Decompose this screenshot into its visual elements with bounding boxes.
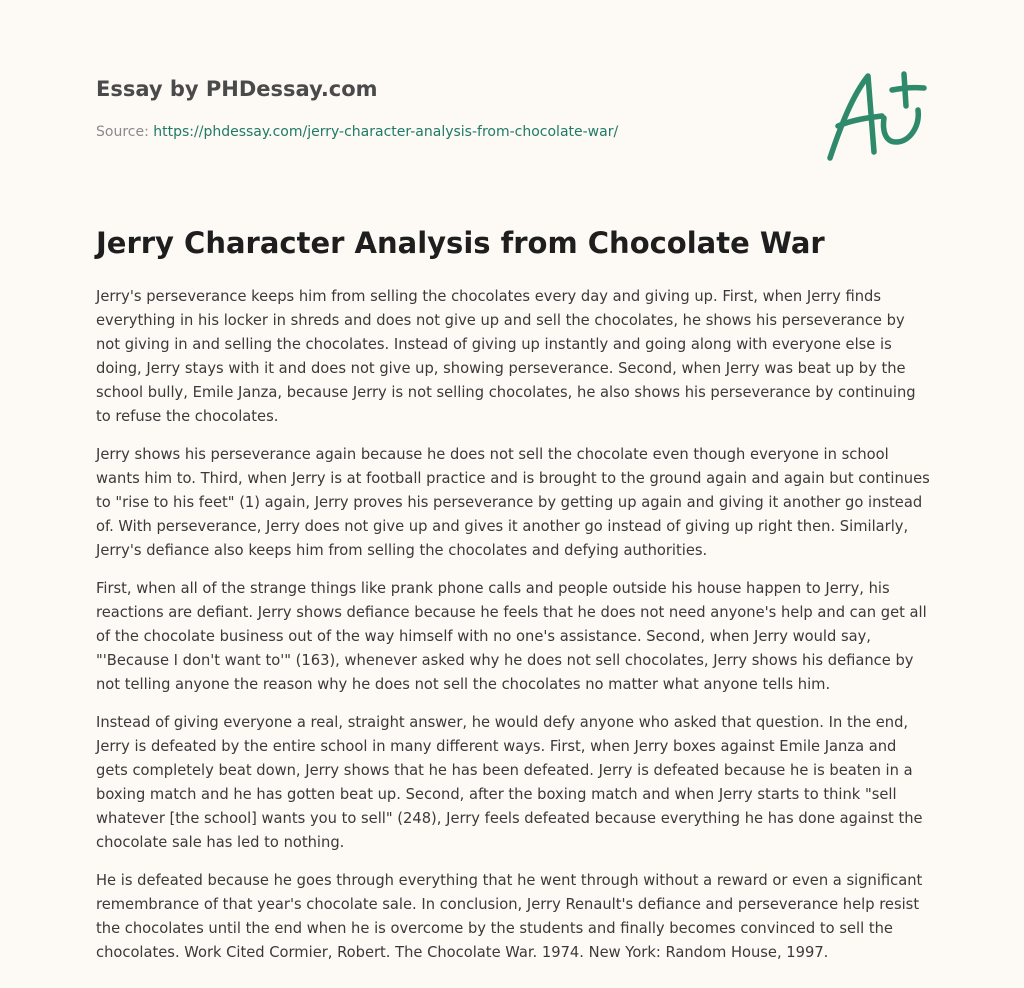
essay-paragraph: Jerry shows his perseverance again because he does not sell the chocolate even though everyone in school wants him to. Third, when Jerry is at football practice and is brought to the ground again and again but continues to "rise to his feet" (1) again, Jerry proves his perseverance by getting up again and giving it another go instead of. With perseverance, Jerry does not give up and gives it another go instead of giving up right then. Similarly, Jerry's defiance also keeps him from selling the chocolates and defying authorities. bbox=[96, 446, 930, 559]
essay-paragraph: Instead of giving everyone a real, straight answer, he would defy anyone who asked that question. In the end, Jerry is defeated by the entire school in many different ways. First, when Jerry boxes against Emile Janza and gets completely beat down, Jerry shows that he has been defeated. Jerry is defeated because he is beaten in a boxing match and he has gotten beat up. Second, after the boxing match and when Jerry starts to think "sell whatever [the school] wants you to sell" (248), Jerry feels defeated because everything he has done against the chocolate sale has led to nothing. bbox=[96, 714, 923, 851]
essay-title: Jerry Character Analysis from Chocolate War bbox=[96, 226, 825, 260]
essay-paragraph: He is defeated because he goes through everything that he went through without a reward or even a significant remembrance of that year's chocolate sale. In conclusion, Jerry Renault's defiance and perseverance help resist the chocolates until the end when he is overcome by the students and finally becomes convinced to sell the chocolates. Work Cited Cormier, Robert. The Chocolate War. 1974. New York: Random House, 1997. bbox=[96, 872, 923, 961]
essay-paragraph: Jerry's perseverance keeps him from selling the chocolates every day and giving up. First, when Jerry finds everything in his locker in shreds and does not give up and sell the chocolates, he shows his perseverance by not giving in and selling the chocolates. Instead of giving up instantly and going along with everyone else is doing, Jerry stays with it and does not give up, showing perseverance. Second, when Jerry was beat up by the school bully, Emile Janza, because Jerry is not selling chocolates, he also shows his perseverance by continuing to refuse the chocolates. bbox=[96, 288, 916, 425]
source-link[interactable]: https://phdessay.com/jerry-character-analysis-from-chocolate-war/ bbox=[153, 124, 619, 140]
source-label: Source: bbox=[96, 124, 149, 140]
essay-paragraph: First, when all of the strange things like prank phone calls and people outside his house happen to Jerry, his reactions are defiant. Jerry shows defiance because he feels that he does not need anyone's help and can get all of the chocolate business out of the way himself with no one's assistance. Second, when Jerry would say, "'Because I don't want to'" (163), whenever asked why he does not sell chocolates, Jerry shows his defiance by not telling anyone the reason why he does not sell the chocolates no matter what anyone tells him. bbox=[96, 580, 927, 693]
essay-header bbox=[96, 74, 796, 142]
site-brand: Essay by PHDessay.com bbox=[96, 77, 378, 101]
essay-body bbox=[96, 285, 932, 979]
a-plus-grade-icon bbox=[822, 66, 930, 166]
source-line bbox=[96, 122, 796, 142]
